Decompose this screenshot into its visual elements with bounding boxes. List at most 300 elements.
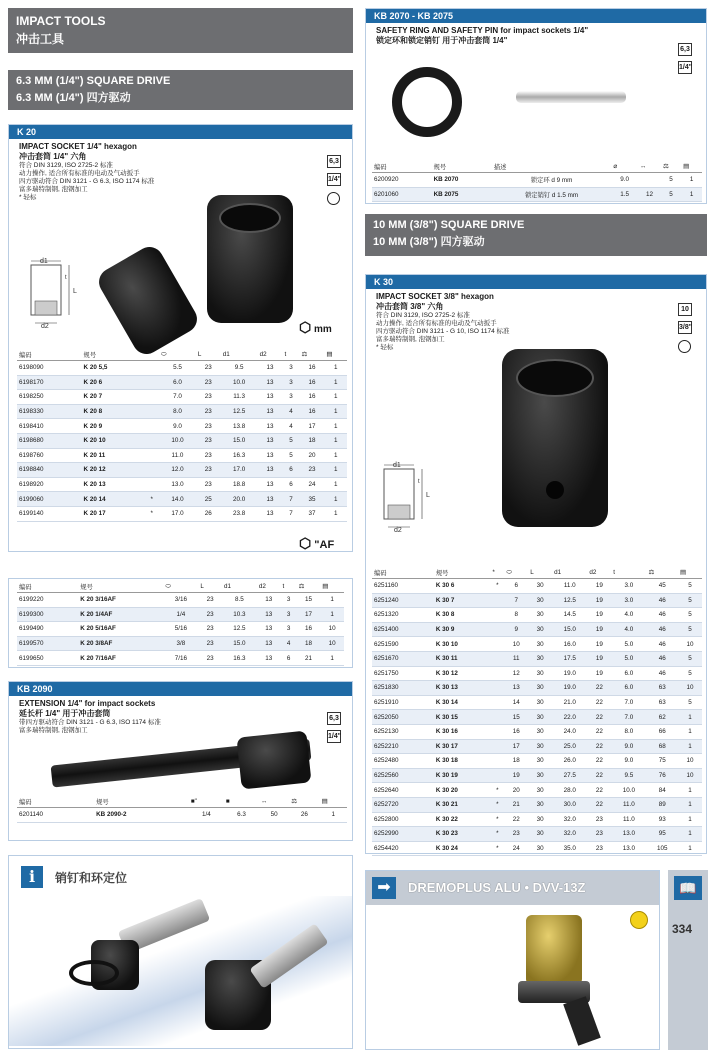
table-cell: 22 [587, 797, 611, 812]
table-cell: 23 [196, 433, 221, 448]
table-cell: 5 [678, 579, 702, 594]
table-cell [490, 666, 504, 681]
table-cell: 18 [297, 636, 321, 651]
table-cell: 17.5 [552, 651, 587, 666]
table-cell: 3 [282, 361, 299, 376]
table-cell: K 20 9 [82, 419, 145, 434]
table-cell: 1 [324, 463, 347, 478]
table-row [372, 579, 702, 594]
table-cell: 5 [282, 448, 299, 463]
table-cell: 11.0 [159, 448, 196, 463]
k30-panel [365, 274, 707, 854]
table-cell: 19.0 [552, 681, 587, 696]
table-row [372, 812, 702, 827]
table-cell: KB 2090-2 [94, 808, 189, 823]
table-cell: 10.0 [611, 783, 646, 798]
col-header-pack-icon: ▤ [681, 161, 702, 173]
socket-image-back [94, 242, 202, 359]
table-cell: 6198170 [17, 375, 82, 390]
k30-bullet: 动力操作, 适合所有标准的电动及气动扳手 [376, 320, 497, 327]
table-cell [144, 404, 159, 419]
table-cell: 3.0 [611, 593, 646, 608]
table-cell: 6 [504, 579, 528, 594]
table-cell: KB 2070 [432, 173, 492, 188]
table-cell: 1 [678, 812, 702, 827]
k30-bullet: 四方驱动符合 DIN 3121 - G 10, ISO 1174 标准 [376, 328, 510, 335]
table-cell [490, 651, 504, 666]
drive-fraction-badge: 1/4" [327, 173, 341, 186]
col-header: 编码 [372, 567, 434, 579]
table-cell: 3 [281, 622, 297, 637]
col-header: d2 [258, 349, 283, 361]
table-cell: 17.0 [221, 463, 258, 478]
table-cell: 28.0 [552, 783, 587, 798]
table-cell: 23 [587, 812, 611, 827]
k20-panel [8, 124, 353, 552]
table-cell: 5 [282, 433, 299, 448]
k30-table-wrap [372, 567, 702, 856]
k20-title-en: IMPACT SOCKET 1/4" hexagon [19, 142, 137, 151]
kb2090-bullet: 带四方驱动符合 DIN 3121 - G 6.3, ISO 1174 标准 [19, 719, 161, 726]
table-cell: 50 [259, 808, 289, 823]
k30-table [372, 567, 702, 856]
table-cell: 6252050 [372, 710, 434, 725]
kb2070-title-cn: 锁定环和锁定销钉 用于冲击套筒 1/4" [376, 36, 508, 45]
table-cell: 46 [647, 608, 678, 623]
table-row [17, 492, 347, 507]
col-header: t [282, 349, 299, 361]
col-header-length-icon: ↔ [259, 796, 289, 808]
table-cell: 27.5 [552, 768, 587, 783]
round-profile-icon [327, 192, 340, 205]
table-cell: 16.3 [222, 651, 257, 666]
table-cell: 63 [647, 681, 678, 696]
table-cell: 22.0 [552, 710, 587, 725]
k30-title-en: IMPACT SOCKET 3/8" hexagon [376, 292, 494, 301]
table-cell: 15 [297, 593, 321, 608]
table-cell: 13.8 [221, 419, 258, 434]
table-cell: 63 [647, 695, 678, 710]
table-cell: 23 [198, 651, 222, 666]
table-cell: 6198410 [17, 419, 82, 434]
table-cell: K 30 14 [434, 695, 491, 710]
table-cell: 30 [528, 768, 552, 783]
table-cell: 13 [258, 419, 283, 434]
table-cell: 5 [678, 651, 702, 666]
table-cell: 锁定销钉 d 1.5 mm [492, 187, 611, 202]
k20-bullet: 动力操作, 适合所有标准的电动及气动扳手 [19, 170, 140, 177]
table-cell: 13 [258, 506, 283, 521]
table-cell: K 20 11 [82, 448, 145, 463]
col-header: d2 [587, 567, 611, 579]
table-cell: 21.0 [552, 695, 587, 710]
table-cell: 21 [297, 651, 321, 666]
table-cell: 6254420 [372, 841, 434, 856]
svg-text:t: t [418, 479, 420, 485]
table-cell: 6200920 [372, 173, 432, 188]
table-cell: 13 [258, 375, 283, 390]
table-cell: 22 [587, 710, 611, 725]
col-header-size-icon: ⬭ [163, 581, 198, 593]
table-cell [490, 724, 504, 739]
table-cell: 5.0 [611, 651, 646, 666]
table-cell: 6199140 [17, 506, 82, 521]
col-header-size-icon: ⬭ [159, 349, 196, 361]
table-cell: 6251400 [372, 622, 434, 637]
section-three8-drive [365, 214, 707, 256]
dremo-title: DREMOPLUS ALU • DVV-13Z [408, 880, 586, 895]
col-header: 规号 [82, 349, 145, 361]
table-cell: 1 [678, 797, 702, 812]
table-cell: 7 [282, 506, 299, 521]
table-cell: 10 [678, 754, 702, 769]
drive-fraction-badge: 3/8" [678, 321, 692, 334]
table-cell: 23 [196, 361, 221, 376]
table-row [372, 637, 702, 652]
table-cell: 19 [587, 579, 611, 594]
kb2090-table-wrap [17, 796, 347, 823]
table-cell: 16 [299, 375, 324, 390]
col-header: d1 [221, 349, 258, 361]
table-cell: 7.0 [611, 695, 646, 710]
table-cell: 19 [587, 637, 611, 652]
table-cell: 89 [647, 797, 678, 812]
table-cell: 14.5 [552, 608, 587, 623]
table-cell: 1 [324, 492, 347, 507]
table-row [372, 739, 702, 754]
table-cell: 10.0 [221, 375, 258, 390]
table-cell: 19 [587, 593, 611, 608]
col-header: L [196, 349, 221, 361]
table-cell: 3 [281, 607, 297, 622]
col-header-weight-icon: ⚖ [299, 349, 324, 361]
table-cell: 1 [681, 173, 702, 188]
table-row [372, 724, 702, 739]
table-cell: 4 [282, 404, 299, 419]
table-row [372, 768, 702, 783]
table-row [372, 651, 702, 666]
table-cell: 23 [196, 375, 221, 390]
table-row [17, 375, 347, 390]
table-row [372, 710, 702, 725]
col-header: d1 [552, 567, 587, 579]
table-cell: 6251910 [372, 695, 434, 710]
table-cell: 46 [647, 666, 678, 681]
catalog-page-nav[interactable] [668, 870, 708, 1050]
table-cell: 32.0 [552, 812, 587, 827]
kb2090-bullet: 富多瑞特制钢, 泡钢加工 [19, 727, 88, 734]
table-row [17, 404, 347, 419]
k20-af-panel [8, 578, 353, 668]
table-cell: 10 [320, 622, 344, 637]
table-cell: 6251670 [372, 651, 434, 666]
table-cell: 16 [299, 361, 324, 376]
table-cell: 17 [504, 739, 528, 754]
drive-fraction-badge: 1/4" [678, 61, 692, 74]
kb2070-table-wrap [372, 161, 702, 202]
table-cell: 23 [196, 404, 221, 419]
table-cell: 13 [258, 433, 283, 448]
table-cell: 1 [324, 404, 347, 419]
table-cell: 19 [587, 622, 611, 637]
col-header-pack-icon: ▤ [320, 796, 347, 808]
table-cell: K 30 9 [434, 622, 491, 637]
table-cell: K 30 21 [434, 797, 491, 812]
col-header-weight-icon: ⚖ [647, 567, 678, 579]
table-cell [490, 710, 504, 725]
col-header-size-icon: ⬭ [504, 567, 528, 579]
table-cell [490, 768, 504, 783]
col-header: 规号 [94, 796, 189, 808]
table-cell: 23 [198, 593, 222, 608]
table-cell: 6199220 [17, 593, 78, 608]
table-cell: 13 [257, 622, 281, 637]
table-cell: 62 [647, 710, 678, 725]
section-quarter-line1: 6.3 MM (1/4") SQUARE DRIVE [16, 75, 171, 87]
col-header-pack-icon: ▤ [678, 567, 702, 579]
table-row [17, 390, 347, 405]
header-bar [8, 8, 353, 53]
table-cell: 11.0 [611, 812, 646, 827]
table-cell: 19 [587, 651, 611, 666]
table-row [17, 506, 347, 521]
table-cell: 6.3 [224, 808, 259, 823]
table-cell: 19.0 [552, 666, 587, 681]
col-header-weight-icon: ⚖ [661, 161, 681, 173]
table-cell: * [490, 579, 504, 594]
table-cell: KB 2075 [432, 187, 492, 202]
col-header: t [281, 581, 297, 593]
table-cell: 13 [257, 607, 281, 622]
table-cell [144, 361, 159, 376]
section-three8-line2: 10 MM (3/8") 四方驱动 [373, 236, 485, 248]
table-cell: 6201060 [372, 187, 432, 202]
table-cell: 1 [324, 506, 347, 521]
table-cell: 6252640 [372, 783, 434, 798]
col-header: d1 [222, 581, 257, 593]
table-cell: 6199060 [17, 492, 82, 507]
book-icon: 📖 [674, 876, 702, 900]
table-cell: 6252800 [372, 812, 434, 827]
table-cell: 10 [678, 681, 702, 696]
table-cell: 13 [258, 361, 283, 376]
table-cell: 6198840 [17, 463, 82, 478]
drive-size-badge: 6,3 [678, 43, 692, 56]
table-cell: 46 [647, 593, 678, 608]
table-cell: 30 [528, 666, 552, 681]
table-row [372, 173, 702, 188]
table-cell: K 30 6 [434, 579, 491, 594]
torque-multiplier-arm [563, 996, 601, 1046]
table-cell: 46 [647, 651, 678, 666]
safety-pin-image [516, 91, 626, 103]
table-cell: 1 [324, 375, 347, 390]
table-cell: 22 [587, 754, 611, 769]
table-row [372, 783, 702, 798]
safety-ring-image [392, 67, 462, 137]
table-cell: 15.0 [552, 622, 587, 637]
table-cell: 13 [258, 390, 283, 405]
table-cell: 23 [299, 463, 324, 478]
table-cell: 30 [528, 841, 552, 856]
table-cell: 13 [257, 651, 281, 666]
table-cell: 14 [504, 695, 528, 710]
table-cell: K 20 10 [82, 433, 145, 448]
table-row [372, 681, 702, 696]
table-cell: K 30 10 [434, 637, 491, 652]
table-row [17, 607, 344, 622]
table-cell: K 30 7 [434, 593, 491, 608]
col-header: 规号 [78, 581, 163, 593]
k20-bullet: 富多瑞特制钢, 泡钢加工 [19, 186, 88, 193]
table-cell: 13 [257, 636, 281, 651]
table-row [372, 666, 702, 681]
table-cell [490, 593, 504, 608]
svg-text:L: L [426, 492, 430, 499]
table-cell: 23 [196, 448, 221, 463]
table-cell: 46 [647, 622, 678, 637]
table-cell: 7.0 [611, 710, 646, 725]
table-cell: 5 [678, 622, 702, 637]
kb2070-bar: KB 2070 - KB 2075 [366, 9, 706, 23]
table-cell: 26.0 [552, 754, 587, 769]
table-cell: 30 [528, 651, 552, 666]
table-cell: 15.0 [222, 636, 257, 651]
table-cell: 22 [504, 812, 528, 827]
table-cell: 16.3 [221, 448, 258, 463]
col-header-pack-icon: ▤ [320, 581, 344, 593]
table-row [17, 636, 344, 651]
table-cell: 4 [281, 636, 297, 651]
extension-head-image [236, 730, 311, 789]
table-cell: 1/4 [189, 808, 224, 823]
table-cell: 9.0 [611, 173, 638, 188]
table-cell: 13.0 [159, 477, 196, 492]
table-cell [144, 477, 159, 492]
table-cell: * [490, 783, 504, 798]
table-cell: 6198330 [17, 404, 82, 419]
table-cell: 30 [528, 579, 552, 594]
table-cell: 5 [678, 666, 702, 681]
table-cell: 15.0 [221, 433, 258, 448]
table-cell: 5.0 [611, 637, 646, 652]
table-cell: K 30 15 [434, 710, 491, 725]
table-cell: K 30 18 [434, 754, 491, 769]
table-cell [490, 754, 504, 769]
table-cell: 6 [282, 463, 299, 478]
table-cell: K 30 17 [434, 739, 491, 754]
table-cell: 5 [678, 695, 702, 710]
table-cell: K 20 14 [82, 492, 145, 507]
table-row [372, 797, 702, 812]
table-cell: 10 [320, 636, 344, 651]
section-quarter-line2: 6.3 MM (1/4") 四方驱动 [16, 92, 131, 104]
drive-size-badge: 6,3 [327, 155, 341, 168]
table-cell: 76 [647, 768, 678, 783]
col-header-weight-icon: ⚖ [297, 581, 321, 593]
svg-text:d2: d2 [41, 323, 49, 329]
table-cell: 21 [504, 797, 528, 812]
table-row [17, 448, 347, 463]
table-cell: 23 [587, 841, 611, 856]
table-cell: 6251320 [372, 608, 434, 623]
svg-text:L: L [73, 288, 77, 295]
table-cell: * [490, 841, 504, 856]
table-cell: 1 [320, 593, 344, 608]
table-cell: 4.0 [611, 608, 646, 623]
table-cell: 23 [587, 827, 611, 842]
table-cell: 25.0 [552, 739, 587, 754]
table-cell: 6252130 [372, 724, 434, 739]
section-quarter-drive [8, 70, 353, 110]
table-cell: 35.0 [552, 841, 587, 856]
table-cell: 10.0 [159, 433, 196, 448]
table-row [372, 827, 702, 842]
table-cell: 30 [528, 695, 552, 710]
table-cell: * [144, 492, 159, 507]
table-cell: K 20 8 [82, 404, 145, 419]
table-cell: 23 [196, 477, 221, 492]
table-cell: 22 [587, 724, 611, 739]
table-cell: 1 [681, 187, 702, 202]
table-row [17, 361, 347, 376]
table-cell: 8.0 [611, 724, 646, 739]
table-cell: 13 [258, 463, 283, 478]
info-panel [8, 855, 353, 1049]
k30-bar: K 30 [366, 275, 706, 289]
table-row [17, 463, 347, 478]
table-cell: 9.0 [159, 419, 196, 434]
page-number: 334 [672, 922, 693, 936]
table-cell: * [144, 506, 159, 521]
table-cell: 22 [587, 695, 611, 710]
table-cell: 6199300 [17, 607, 78, 622]
table-cell: 11.0 [552, 579, 587, 594]
k20-table [17, 349, 347, 522]
table-cell: 6 [282, 477, 299, 492]
dremo-panel[interactable] [365, 870, 660, 1050]
table-cell: 4.0 [611, 622, 646, 637]
table-cell: 30 [528, 797, 552, 812]
table-cell: K 30 23 [434, 827, 491, 842]
table-cell: 23 [196, 419, 221, 434]
table-row [17, 477, 347, 492]
table-cell: 4 [282, 419, 299, 434]
table-cell: K 20 17 [82, 506, 145, 521]
info-icon: i [21, 866, 43, 888]
table-cell: 32.0 [552, 827, 587, 842]
table-cell: 13 [258, 492, 283, 507]
table-cell: 13 [504, 681, 528, 696]
table-cell: 18 [299, 433, 324, 448]
table-cell: 6199570 [17, 636, 78, 651]
table-cell: 16.0 [552, 637, 587, 652]
col-header: 规号 [432, 161, 492, 173]
table-cell: K 30 8 [434, 608, 491, 623]
table-cell: 7/16 [163, 651, 198, 666]
table-cell: 30 [528, 812, 552, 827]
table-cell [490, 681, 504, 696]
table-cell: 30 [528, 783, 552, 798]
table-cell: K 30 11 [434, 651, 491, 666]
drive-fraction-badge: 1/4" [327, 730, 341, 743]
table-cell: K 20 5,5 [82, 361, 145, 376]
table-cell: 30 [528, 681, 552, 696]
table-cell: 16 [297, 622, 321, 637]
table-cell: 3/8 [163, 636, 198, 651]
table-cell: 19 [504, 768, 528, 783]
table-cell: 6199490 [17, 622, 78, 637]
